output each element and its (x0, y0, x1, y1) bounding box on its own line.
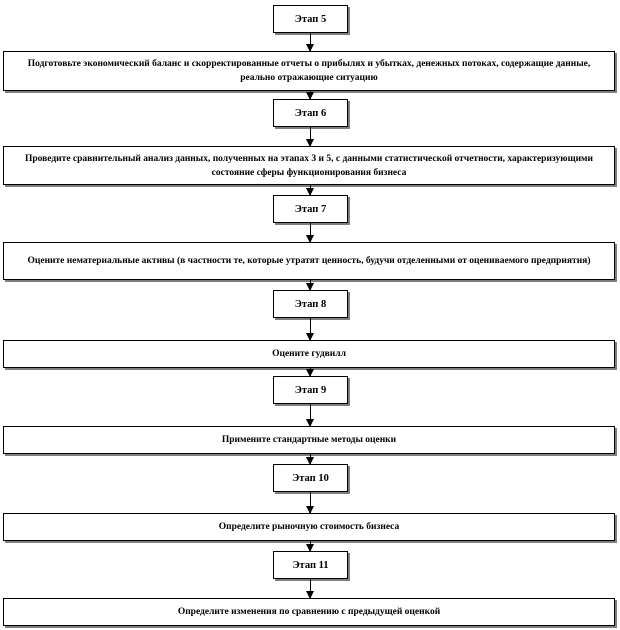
stage-9-label: Этап 9 (294, 384, 327, 396)
stage-5-action-box (3, 51, 615, 91)
arrow-to-stage-8 (310, 280, 311, 290)
stage-5-action-text: Подготовьте экономический баланс и скорректированные отчеты о прибылях и убытках, денежных потоках, содержащие данные, реально отражающие ситуацию (27, 59, 591, 83)
stage-11-label: Этап 11 (292, 559, 329, 571)
arrow-stage-6-to-action (310, 127, 311, 146)
stage-9-action-box (3, 426, 615, 454)
stage-6-action-box (3, 146, 615, 185)
stage-8-box (273, 290, 348, 318)
stage-8-label: Этап 8 (294, 298, 327, 310)
stage-11-action-text: Определите изменения по сравнению с предыдущей оценкой (177, 607, 441, 617)
stage-7-action-text: Оцените нематериальные активы (в частности те, которые утратят ценность, будучи отделенными от оцениваемого предприятия) (27, 256, 591, 266)
stage-10-action-box (3, 513, 615, 541)
stage-8-action-box (3, 340, 615, 368)
stage-6-label: Этап 6 (294, 107, 327, 119)
stage-9-action-text: Примените стандартные методы оценки (221, 435, 397, 445)
stage-6-action-text: Проведите сравнительный анализ данных, полученных на этапах 3 и 5, с данными статистической отчетности, характеризующими состояние сферы функционирования бизнеса (24, 153, 594, 178)
arrow-stage-9-to-action (310, 404, 311, 426)
stage-11-action-box (3, 598, 615, 626)
arrow-to-stage-10 (310, 454, 311, 464)
stage-10-action-text: Определите рыночную стоимость бизнеса (218, 522, 400, 532)
arrow-stage-7-to-action (310, 223, 311, 242)
arrow-to-stage-7 (310, 185, 311, 195)
arrow-to-stage-9 (310, 368, 311, 376)
stage-9-box (273, 376, 348, 404)
arrow-to-stage-6 (310, 91, 311, 99)
stage-6-box (273, 99, 348, 127)
stage-5-box (273, 5, 348, 33)
stage-10-box (273, 464, 348, 492)
arrow-stage-10-to-action (310, 492, 311, 513)
stage-7-label: Этап 7 (294, 203, 327, 215)
stage-7-action-box (3, 242, 615, 280)
arrow-to-stage-11 (310, 541, 311, 551)
stage-7-box (273, 195, 348, 223)
stage-8-action-text: Оцените гудвилл (272, 349, 346, 359)
arrow-stage-11-to-action (310, 579, 311, 598)
stage-11-box (273, 551, 348, 579)
stage-10-label: Этап 10 (292, 472, 329, 484)
arrow-stage-5-to-action (310, 33, 311, 51)
stage-5-label: Этап 5 (294, 13, 327, 25)
arrow-stage-8-to-action (310, 318, 311, 340)
